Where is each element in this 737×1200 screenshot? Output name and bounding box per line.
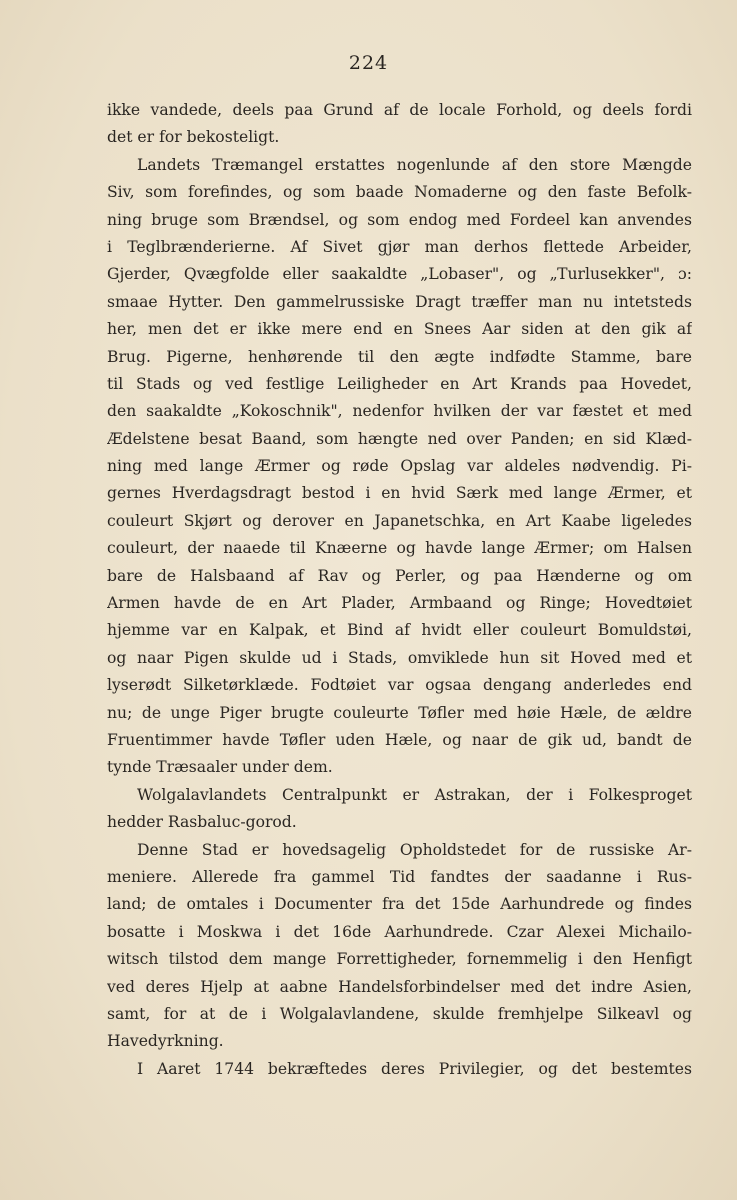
text-line: Armen havde de en Art Plader, Armbaand og Ringe; Hovedtøiet (107, 594, 692, 613)
text-line: couleurt Skjørt og derover en Japanetschka, en Art Kaabe ligeledes (107, 511, 692, 530)
text-line: ved deres Hjelp at aabne Handelsforbindelser med det indre Asien, (107, 977, 692, 996)
text-line: I Aaret 1744 bekræftedes deres Privilegier, og det bestemtes (137, 1059, 692, 1078)
text-line: Gjerder, Qvægfolde eller saakaldte „Lobaser", og „Turlusekker", ɔ: (107, 265, 692, 284)
body-text (107, 97, 692, 1083)
text-line: hedder Rasbaluc-gorod. (107, 813, 297, 832)
text-line: ning bruge som Brændsel, og som endog med Fordeel kan anvendes (107, 210, 692, 229)
text-line: witsch tilstod dem mange Forrettigheder, fornemmelig i den Henfigt (107, 950, 692, 969)
page-number: 224 (348, 52, 389, 74)
text-line: Wolgalavlandets Centralpunkt er Astrakan, der i Folkesproget (137, 785, 692, 804)
text-line: Fruentimmer havde Tøfler uden Hæle, og naar de gik ud, bandt de (107, 730, 692, 749)
text-line: hjemme var en Kalpak, et Bind af hvidt eller couleurt Bomuldstøi, (107, 621, 692, 640)
text-line: couleurt, der naaede til Knæerne og havde lange Ærmer; om Halsen (107, 539, 692, 558)
text-line: ikke vandede, deels paa Grund af de locale Forhold, og deels fordi (107, 101, 692, 119)
text-line: bare de Halsbaand af Rav og Perler, og paa Hænderne og om (107, 566, 692, 585)
text-line: land; de omtales i Documenter fra det 15de Aarhundrede og findes (107, 895, 692, 914)
text-line: smaae Hytter. Den gammelrussiske Dragt træffer man nu intetsteds (107, 292, 692, 311)
text-line: Landets Træmangel erstattes nogenlunde af den store Mængde (137, 155, 692, 174)
text-line: ning med lange Ærmer og røde Opslag var aldeles nødvendig. Pi- (107, 457, 692, 476)
text-line: og naar Pigen skulde ud i Stads, omviklede hun sit Hoved med et (107, 648, 692, 667)
text-line: nu; de unge Piger brugte couleurte Tøfler med høie Hæle, de ældre (107, 703, 692, 722)
text-line: her, men det er ikke mere end en Snees Aar siden at den gik af (107, 320, 692, 339)
text-line: gernes Hverdagsdragt bestod i en hvid Særk med lange Ærmer, et (107, 484, 692, 503)
text-line: meniere. Allerede fra gammel Tid fandtes der saadanne i Rus- (107, 867, 692, 886)
text-line: til Stads og ved festlige Leiligheder en Art Krands paa Hovedet, (107, 374, 692, 393)
text-line: den saakaldte „Kokoschnik", nedenfor hvilken der var fæstet et med (107, 402, 692, 421)
text-line: det er for bekosteligt. (107, 128, 280, 147)
text-line: lyserødt Silketørklæde. Fodtøiet var ogsaa dengang anderledes end (107, 676, 692, 695)
text-line: Brug. Pigerne, henhørende til den ægte indfødte Stamme, bare (107, 347, 692, 366)
text-line: tynde Træsaaler under dem. (107, 758, 333, 777)
text-line: samt, for at de i Wolgalavlandene, skulde fremhjelpe Silkeavl og (107, 1004, 692, 1023)
text-line: i Teglbrænderierne. Af Sivet gjør man derhos flettede Arbeider, (107, 237, 692, 256)
text-line: Denne Stad er hovedsagelig Opholdstedet for de russiske Ar- (137, 840, 692, 859)
text-line: Siv, som forefindes, og som baade Nomaderne og den faste Befolk- (107, 183, 692, 202)
text-line: bosatte i Moskwa i det 16de Aarhundrede. Czar Alexei Michailo- (107, 922, 692, 941)
text-line: Ædelstene besat Baand, som hængte ned over Panden; en sid Klæd- (107, 429, 692, 448)
text-line: Havedyrkning. (107, 1032, 224, 1051)
